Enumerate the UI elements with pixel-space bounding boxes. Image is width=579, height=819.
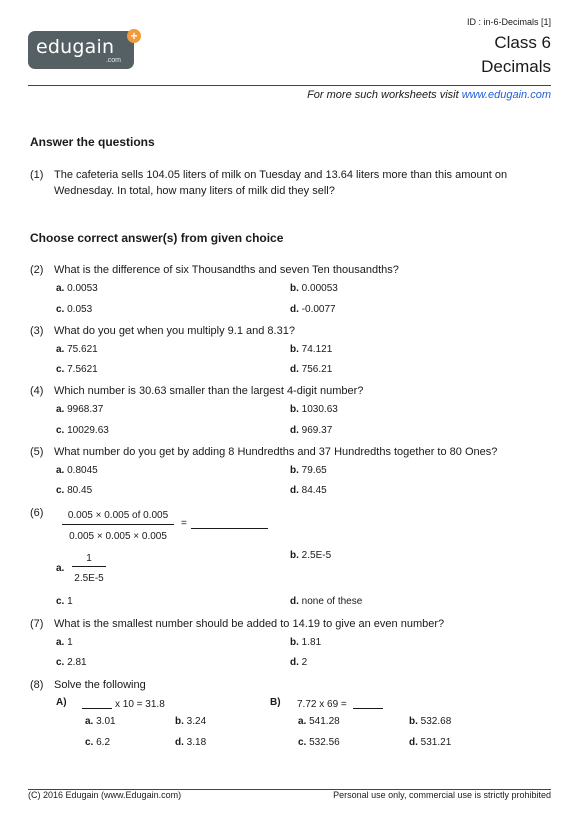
- q2-text: What is the difference of six Thousandths and seven Ten thousandths?: [54, 264, 399, 276]
- q6-equals: =: [181, 518, 187, 529]
- q6-option-a-label[interactable]: a.: [56, 563, 65, 574]
- q8-part-a-option-d[interactable]: d. 3.18: [175, 737, 207, 748]
- q4-option-b[interactable]: b. 1030.63: [290, 404, 338, 415]
- q1-text-line2: Wednesday. In total, how many liters of milk did they sell?: [54, 185, 335, 197]
- q8-part-b-blank[interactable]: [353, 708, 383, 709]
- q8-part-a-equation: x 10 = 31.8: [115, 699, 165, 710]
- section-title-choose: Choose correct answer(s) from given choice: [30, 231, 284, 245]
- q4-option-a[interactable]: a. 9968.37: [56, 404, 104, 415]
- q4-text: Which number is 30.63 smaller than the largest 4-digit number?: [54, 385, 364, 397]
- q6-option-a-denominator: 2.5E-5: [74, 573, 104, 584]
- q6-numerator: 0.005 × 0.005 of 0.005: [67, 510, 169, 521]
- q4-option-d[interactable]: d. 969.37: [290, 425, 333, 436]
- q3-option-d[interactable]: d. 756.21: [290, 364, 333, 375]
- q5-option-b[interactable]: b. 79.65: [290, 465, 327, 476]
- q1-text-line1: The cafeteria sells 104.05 liters of milk on Tuesday and 13.64 liters more than this amount on: [54, 169, 508, 181]
- q5-number: (5): [30, 446, 44, 458]
- q8-part-b-option-d[interactable]: d. 531.21: [409, 737, 452, 748]
- q6-option-c[interactable]: c. 1: [56, 596, 73, 607]
- q6-option-a-fraction-bar: [72, 566, 106, 567]
- q6-option-a-numerator: 1: [86, 553, 92, 564]
- q8-part-a-blank[interactable]: [82, 708, 112, 709]
- edugain-logo: [28, 31, 134, 69]
- section-title-answer: Answer the questions: [30, 135, 155, 149]
- q2-option-d[interactable]: d. -0.0077: [290, 304, 336, 315]
- q8-part-b-option-b[interactable]: b. 532.68: [409, 716, 452, 727]
- q3-option-a[interactable]: a. 75.621: [56, 344, 98, 355]
- q8-part-b-option-c[interactable]: c. 532.56: [298, 737, 340, 748]
- q8-part-a-label: A): [56, 697, 67, 708]
- q3-option-c[interactable]: c. 7.5621: [56, 364, 98, 375]
- footer-copyright: (C) 2016 Edugain (www.Edugain.com): [28, 790, 182, 800]
- q5-option-a[interactable]: a. 0.8045: [56, 465, 98, 476]
- q7-text: What is the smallest number should be added to 14.19 to give an even number?: [54, 618, 445, 630]
- q2-option-a[interactable]: a. 0.0053: [56, 283, 98, 294]
- q5-option-c[interactable]: c. 80.45: [56, 485, 93, 496]
- q8-part-b-equation: 7.72 x 69 =: [297, 699, 347, 710]
- q1-number: (1): [30, 169, 44, 181]
- logo-plus-icon: +: [127, 29, 141, 43]
- q8-part-b-option-a[interactable]: a. 541.28: [298, 716, 340, 727]
- more-worksheets-line: [307, 88, 551, 102]
- q2-option-b[interactable]: b. 0.00053: [290, 283, 338, 294]
- more-worksheets-text: For more such worksheets visit: [307, 89, 462, 101]
- q2-option-c[interactable]: c. 0.053: [56, 304, 93, 315]
- q5-text: What number do you get by adding 8 Hundredths and 37 Hundredths together to 80 Ones?: [54, 446, 498, 458]
- q8-text: Solve the following: [54, 679, 146, 691]
- q6-answer-blank[interactable]: [191, 528, 268, 529]
- q7-option-b[interactable]: b. 1.81: [290, 637, 322, 648]
- q7-option-a[interactable]: a. 1: [56, 637, 73, 648]
- header-divider: [28, 85, 551, 86]
- q3-number: (3): [30, 325, 44, 337]
- logo-text: edugain: [36, 36, 115, 58]
- q6-fraction-bar: [62, 524, 174, 525]
- q4-number: (4): [30, 385, 44, 397]
- q2-number: (2): [30, 264, 44, 276]
- more-worksheets-link[interactable]: www.edugain.com: [461, 89, 551, 101]
- q3-option-b[interactable]: b. 74.121: [290, 344, 333, 355]
- q8-part-a-option-c[interactable]: c. 6.2: [85, 737, 111, 748]
- logo-dotcom: .com: [105, 57, 121, 64]
- worksheet-id: ID : in-6-Decimals [1]: [466, 17, 551, 27]
- q7-number: (7): [30, 618, 44, 630]
- q8-number: (8): [30, 679, 44, 691]
- footer-usage-note: Personal use only, commercial use is strictly prohibited: [333, 790, 551, 800]
- q6-option-d[interactable]: d. none of these: [290, 596, 363, 607]
- q4-option-c[interactable]: c. 10029.63: [56, 425, 109, 436]
- q6-denominator: 0.005 × 0.005 × 0.005: [69, 531, 167, 542]
- q7-option-c[interactable]: c. 2.81: [56, 657, 87, 668]
- q6-option-b[interactable]: b. 2.5E-5: [290, 550, 332, 561]
- q8-part-a-option-a[interactable]: a. 3.01: [85, 716, 116, 727]
- topic-title: Decimals: [481, 57, 551, 76]
- q7-option-d[interactable]: d. 2: [290, 657, 308, 668]
- class-title: Class 6: [494, 33, 551, 52]
- q8-part-a-option-b[interactable]: b. 3.24: [175, 716, 207, 727]
- q6-number: (6): [30, 507, 44, 519]
- q8-part-b-label: B): [270, 697, 281, 708]
- q5-option-d[interactable]: d. 84.45: [290, 485, 327, 496]
- q3-text: What do you get when you multiply 9.1 and 8.31?: [54, 325, 295, 337]
